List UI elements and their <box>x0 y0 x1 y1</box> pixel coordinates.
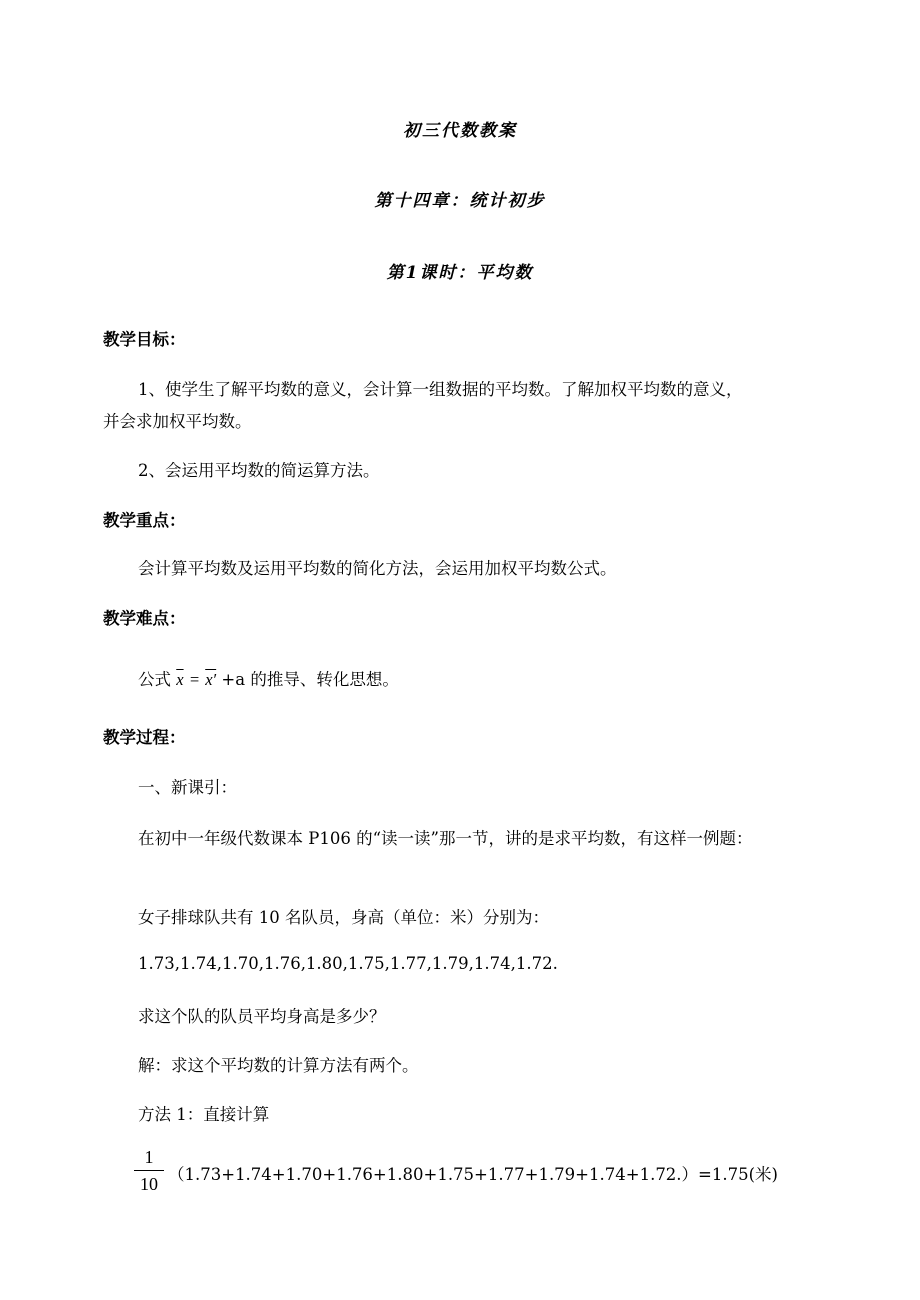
key-points-heading: 教学重点： <box>103 511 186 530</box>
fraction-numerator: 1 <box>144 1147 154 1167</box>
formula-equals: = <box>188 670 200 689</box>
formula-x-bar: $\overline{x}$ <box>176 670 184 689</box>
objective-1-line-2: 并会求加权平均数。 <box>103 412 252 431</box>
fraction-denominator: 10 <box>140 1174 158 1194</box>
height-data: 1.73,1.74,1.70,1.76,1.80,1.75,1.77,1.79,1.74,1.72. <box>138 954 558 973</box>
lesson-title: 第1课时：平均数 <box>386 263 534 283</box>
chapter-title: 第十四章：统计初步 <box>374 191 546 211</box>
solution-text: 解：求这个平均数的计算方法有两个。 <box>138 1056 419 1075</box>
formula-suffix: +a 的推导、转化思想。 <box>221 670 399 689</box>
objective-2: 2、会运用平均数的简运算方法。 <box>138 461 380 480</box>
formula-prefix: 公式 <box>138 670 171 689</box>
problem-text: 女子排球队共有 10 名队员，身高（单位：米）分别为： <box>138 908 549 927</box>
fraction-bar <box>134 1170 164 1171</box>
method-1-label: 方法 1：直接计算 <box>138 1105 270 1124</box>
calculation-expression: （1.73+1.74+1.70+1.76+1.80+1.75+1.77+1.79+1.74+1.72.）=1.75(米) <box>168 1165 778 1184</box>
fraction-one-tenth <box>134 1146 164 1195</box>
process-heading: 教学过程： <box>103 728 186 747</box>
objectives-heading: 教学目标： <box>103 330 186 349</box>
key-points-text: 会计算平均数及运用平均数的简化方法，会运用加权平均数公式。 <box>138 559 617 578</box>
objective-1-line-1: 1、使学生了解平均数的意义，会计算一组数据的平均数。了解加权平均数的意义， <box>138 380 743 399</box>
document-title: 初三代数教案 <box>403 121 517 141</box>
formula-x-prime-bar: x′ <box>205 670 217 689</box>
intro-text: 在初中一年级代数课本 P106 的“读一读”那一节，讲的是求平均数，有这样一例题： <box>138 829 753 848</box>
difficulty-heading: 教学难点： <box>103 609 186 628</box>
question-text: 求这个队的队员平均身高是多少？ <box>138 1007 386 1026</box>
section-1-label: 一、新课引： <box>138 778 237 797</box>
difficulty-formula-line <box>138 666 399 690</box>
